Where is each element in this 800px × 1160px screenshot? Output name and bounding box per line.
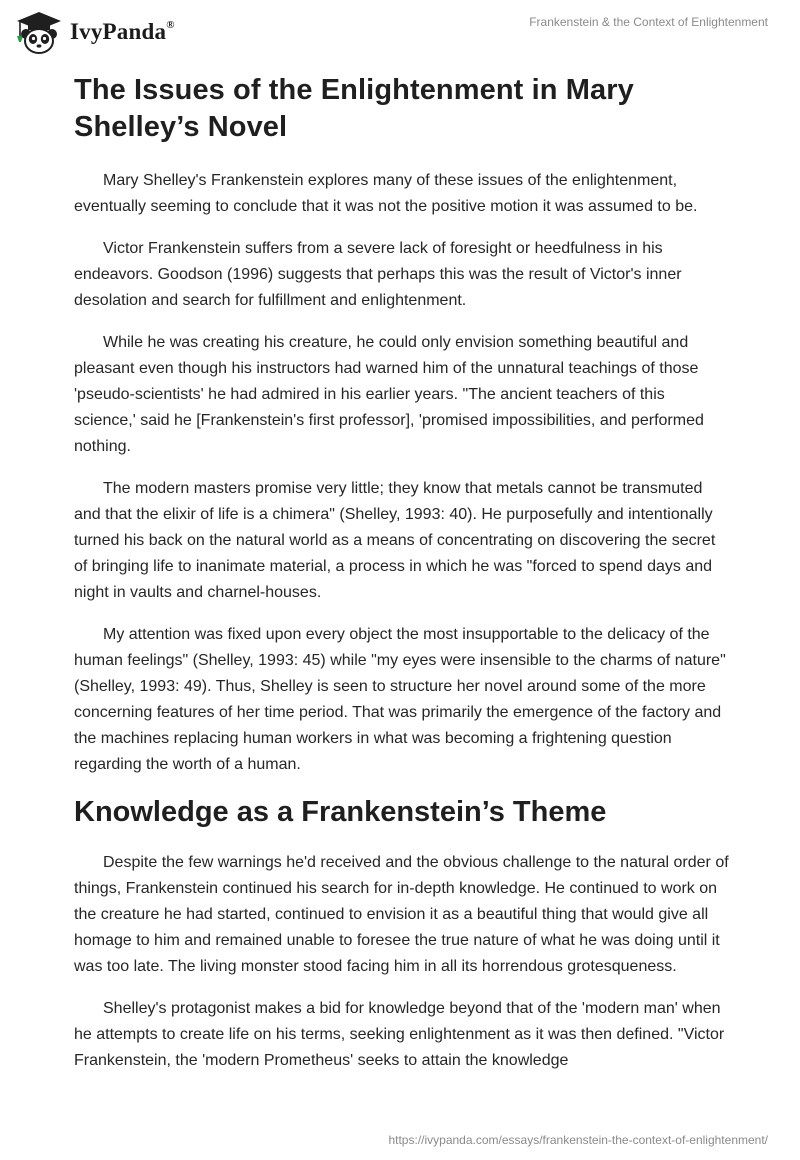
source-url[interactable]: https://ivypanda.com/essays/frankenstein-the-context-of-enlightenment/ bbox=[388, 1133, 768, 1147]
brand-logo[interactable] bbox=[14, 10, 175, 54]
page-header bbox=[0, 0, 800, 64]
paragraph: Shelley's protagonist makes a bid for knowledge beyond that of the 'modern man' when he attempts to create life on his terms, seeking enlightenment as it was then defined. "Victor Frankenstein, the 'modern Prometheus' seeks to attain the knowledge bbox=[74, 1000, 725, 1069]
paragraph: Mary Shelley's Frankenstein explores many of these issues of the enlightenment, eventually seeming to conclude that it was not the positive motion it was assumed to be. bbox=[74, 172, 698, 215]
paragraph: The modern masters promise very little; they know that metals cannot be transmuted and that the elixir of life is a chimera" (Shelley, 1993: 40). He purposefully and intentionally turned his back on the natural world as a means of concentrating on discovering the secret of bringing life to inanimate material, a process in which he was "forced to spend days and night in vaults and charnel-houses. bbox=[74, 480, 716, 601]
brand-name: IvyPanda® bbox=[70, 19, 175, 44]
section-heading-knowledge-theme: Knowledge as a Frankenstein’s Theme bbox=[74, 796, 607, 828]
section-heading-enlightenment-issues: The Issues of the Enlightenment in Mary Shelley’s Novel bbox=[74, 74, 634, 143]
article-body bbox=[74, 72, 730, 1090]
paragraph: Despite the few warnings he'd received and the obvious challenge to the natural order of things, Frankenstein continued his search for in-depth knowledge. He continued to work on the creature he had started, continued to envision it as a beautiful thing that would give all homage to him and remained unable to foresee the true nature of what he was doing until it was too late. The living monster stood facing him in all its horrendous grotesqueness. bbox=[74, 854, 729, 975]
paragraph: My attention was fixed upon every object the most insupportable to the delicacy of the human feelings" (Shelley, 1993: 45) while "my eyes were insensible to the charms of nature" (Shelley, 1993: 49). Thus, Shelley is seen to structure her novel around some of the more concerning features of her time period. That was primarily the emergence of the factory and the machines replacing human workers in what was becoming a frightening question regarding the worth of a human. bbox=[74, 626, 726, 773]
paragraph: Victor Frankenstein suffers from a severe lack of foresight or heedfulness in his endeavors. Goodson (1996) suggests that perhaps this was the result of Victor's inner desolation and search for fulfillment and enlightenment. bbox=[74, 240, 682, 309]
paragraph: While he was creating his creature, he could only envision something beautiful and pleasant even though his instructors had warned him of the unnatural teachings of those 'pseudo-scientists' he had admired in his earlier years. "The ancient teachers of this science,' said he [Frankenstein's first professor], 'promised impossibilities, and performed nothing. bbox=[74, 334, 704, 455]
registered-mark: ® bbox=[166, 19, 175, 32]
panda-graduation-cap-icon bbox=[14, 10, 64, 54]
document-title: Frankenstein & the Context of Enlightenment bbox=[529, 15, 768, 29]
